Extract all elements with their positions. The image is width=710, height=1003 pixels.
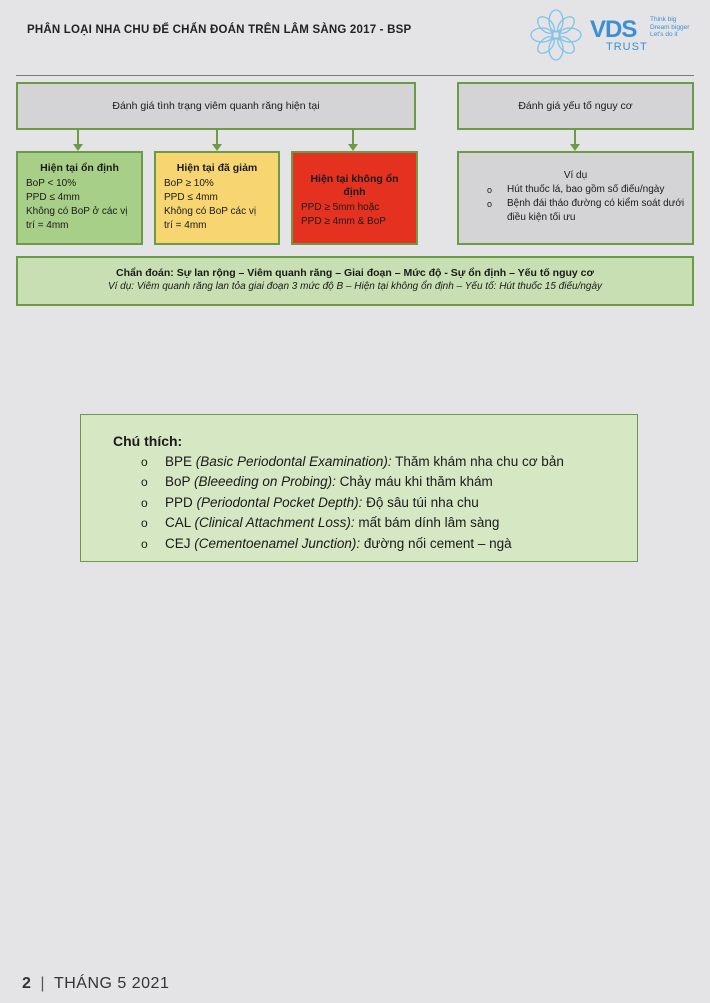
example-heading: Ví dụ [563,170,588,181]
header-divider [16,75,694,76]
legend-box [80,414,638,562]
legend-full: (Basic Periodontal Examination): [195,453,392,469]
risk-label: Đánh giá yếu tố nguy cơ [518,100,633,112]
logo-sub: TRUST [606,41,648,53]
legend-abbr: CEJ [165,535,191,551]
legend-item [141,493,637,514]
legend-item [141,534,637,555]
arrow-to-example [574,130,576,145]
status-stable-box [16,151,143,245]
footer-separator: | [40,975,45,992]
unstable-line: PPD ≥ 4mm & BoP [301,216,386,227]
unstable-title: Hiện tại không ổn định [310,173,399,198]
legend-item [141,472,637,493]
logo-brand: VDS [590,16,637,43]
stable-line: Không có BoP ở các vị [26,206,128,217]
arrow-to-unstable [352,130,354,145]
assess-label: Đánh giá tình trạng viêm quanh răng hiện tại [112,100,320,112]
legend-abbr: BoP [165,474,191,489]
diagnosis-formula: Chẩn đoán: Sự lan rộng – Viêm quanh răng – Giai đoạn – Mức độ - Sự ổn định – Yếu tố nguy cơ [116,267,594,279]
legend-abbr: CAL [165,515,191,530]
risk-example-box [457,151,694,245]
legend-item [141,452,637,473]
reduced-line: BoP ≥ 10% [164,178,214,189]
example-item: o Bệnh đái tháo đường có kiểm soát dưới điều kiện tối ưu [487,197,692,225]
legend-full: (Clinical Attachment Loss): [194,515,355,530]
legend-full: (Bleeeding on Probing): [194,474,336,489]
legend-meaning: mất bám dính lâm sàng [358,515,500,530]
legend-meaning: Chảy máu khi thăm khám [339,474,493,489]
stable-line: trí = 4mm [26,220,69,231]
legend-meaning: Thăm khám nha chu cơ bản [395,453,564,469]
example-list [459,183,692,225]
vds-trust-logo [528,7,698,65]
page-footer [22,975,169,993]
diagnosis-example: Ví dụ: Viêm quanh răng lan tỏa giai đoạn 3 mức độ B – Hiện tại không ổn định – Yếu tố: Hút thuốc 15 điếu/ngày [107,281,603,292]
legend-full: (Cementoenamel Junction): [194,535,361,551]
logo-tagline: Think big Dream bigger Let's do it [650,16,690,38]
flower-logo-icon [528,7,584,63]
stable-line: PPD ≤ 4mm [26,192,80,203]
status-unstable-box [291,151,418,245]
legend-full: (Periodontal Pocket Depth): [196,494,363,510]
reduced-title: Hiện tại đã giảm [176,162,258,174]
reduced-line: trí = 4mm [164,220,207,231]
arrow-to-stable [77,130,79,145]
legend-title: Chú thích: [113,433,183,449]
page-number: 2 [22,975,31,992]
arrow-to-reduced [216,130,218,145]
status-reduced-box [154,151,280,245]
legend-item [141,513,637,534]
stable-line: BoP < 10% [26,178,77,189]
stable-title: Hiện tại ổn định [40,162,119,174]
reduced-line: PPD ≤ 4mm [164,192,218,203]
example-item: o Hút thuốc lá, bao gồm số điếu/ngày [487,183,692,197]
assess-current-status-box [16,82,416,130]
legend-meaning: Độ sâu túi nha chu [366,494,479,510]
legend-abbr: PPD [165,494,193,510]
reduced-line: Không có BoP các vị [164,206,257,217]
diagnosis-box [16,256,694,306]
legend-abbr: BPE [165,453,193,469]
unstable-line: PPD ≥ 5mm hoặc [301,202,380,213]
assess-risk-box [457,82,694,130]
legend-list [113,452,637,555]
legend-meaning: đường nối cement – ngà [363,535,512,551]
issue-date: THÁNG 5 2021 [53,975,170,992]
document-title: PHÂN LOẠI NHA CHU ĐỂ CHẨN ĐOÁN TRÊN LÂM SÀNG 2017 - BSP [27,24,412,36]
